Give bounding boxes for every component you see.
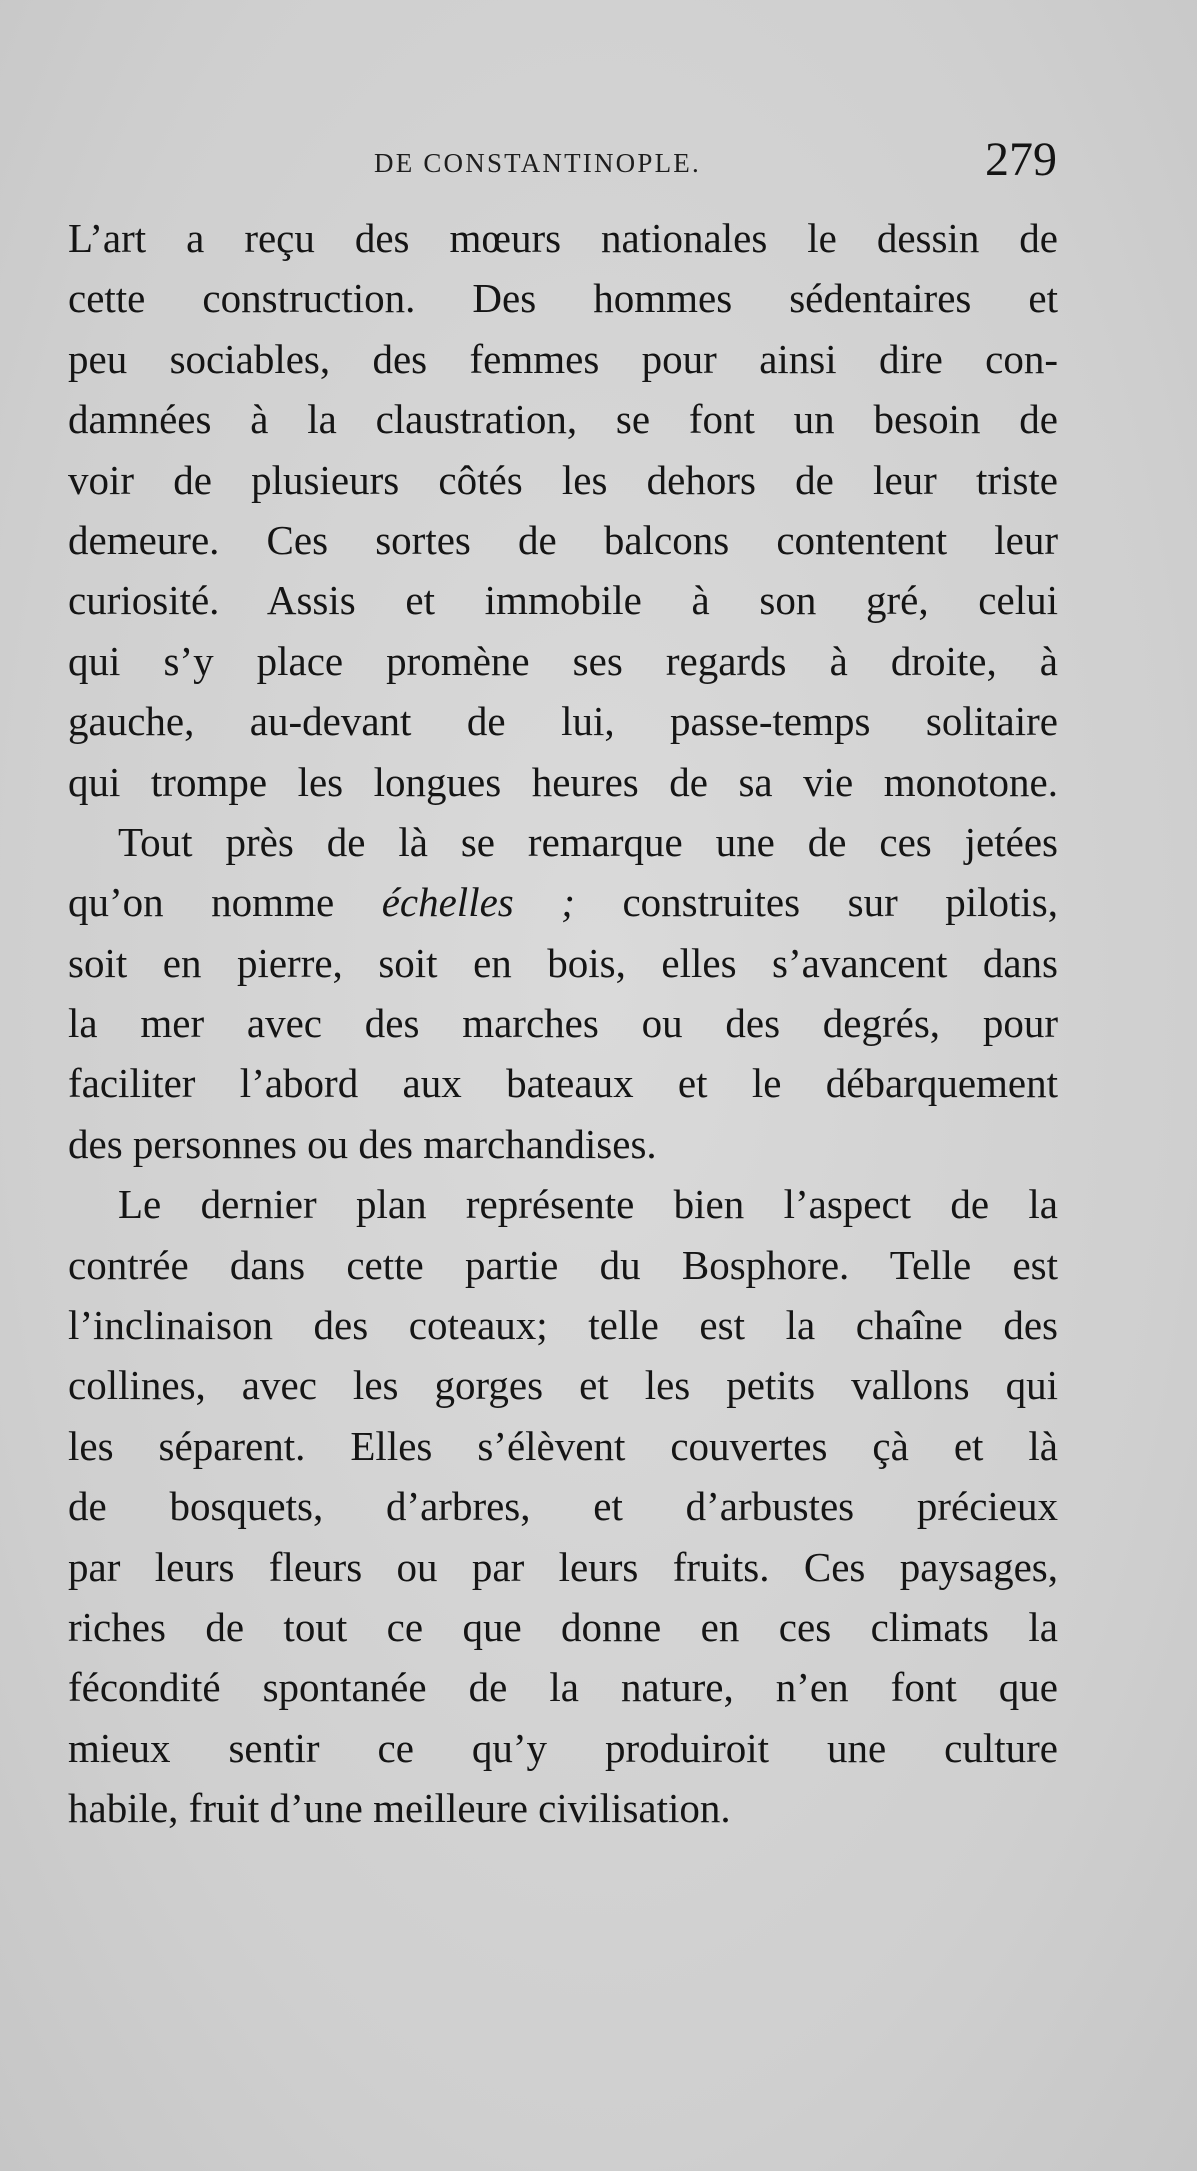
text-line: de bosquets, d’arbres, et d’arbustes précieux: [68, 1483, 1058, 1530]
body-text: [68, 208, 1058, 1839]
text-line: la mer avec des marches ou des degrés, pour: [68, 1000, 1058, 1047]
text-line: par leurs fleurs ou par leurs fruits. Ces paysages,: [68, 1543, 1058, 1590]
text-line: cette construction. Des hommes sédentaires et: [68, 275, 1058, 322]
paragraph-3: [68, 1174, 1058, 1838]
text-run: qu’on nomme: [68, 879, 335, 926]
running-head: [72, 133, 1057, 198]
text-line: voir de plusieurs côtés les dehors de leur triste: [68, 456, 1058, 503]
text-line: gauche, au-devant de lui, passe-temps solitaire: [68, 698, 1058, 745]
text-line: des personnes ou des marchandises.: [68, 1120, 657, 1167]
text-line: Tout près de là se remarque une de ces jetées: [118, 818, 1058, 865]
text-line: Le dernier plan représente bien l’aspect de la: [118, 1181, 1058, 1228]
italic-term: échelles ;: [381, 879, 575, 926]
text-line-with-italic: [68, 872, 1058, 932]
text-line: les séparent. Elles s’élèvent couvertes çà et là: [68, 1422, 1058, 1469]
text-line: curiosité. Assis et immobile à son gré, celui: [68, 577, 1058, 624]
text-line: demeure. Ces sortes de balcons contentent leur: [68, 516, 1058, 563]
paragraph-2: [68, 812, 1058, 1174]
text-line: habile, fruit d’une meilleure civilisation.: [68, 1785, 731, 1832]
text-line: qui trompe les longues heures de sa vie monotone.: [68, 758, 1058, 805]
text-line: peu sociables, des femmes pour ainsi dire con-: [68, 335, 1058, 382]
page-number: 279: [985, 133, 1057, 186]
text-line: riches de tout ce que donne en ces climats la: [68, 1603, 1058, 1650]
text-run: construites sur pilotis,: [622, 879, 1058, 926]
running-title: DE CONSTANTINOPLE.: [374, 148, 701, 178]
text-line: fécondité spontanée de la nature, n’en font que: [68, 1664, 1058, 1711]
text-line: collines, avec les gorges et les petits vallons qui: [68, 1362, 1058, 1409]
text-line: damnées à la claustration, se font un besoin de: [68, 396, 1058, 443]
text-line: mieux sentir ce qu’y produiroit une culture: [68, 1724, 1058, 1771]
text-line: faciliter l’abord aux bateaux et le débarquement: [68, 1060, 1058, 1107]
text-line: qui s’y place promène ses regards à droite, à: [68, 637, 1058, 684]
text-line: contrée dans cette partie du Bosphore. Telle est: [68, 1241, 1058, 1288]
paragraph-1: [68, 208, 1058, 812]
text-line: l’inclinaison des coteaux; telle est la chaîne des: [68, 1302, 1058, 1349]
text-line: L’art a reçu des mœurs nationales le dessin de: [68, 215, 1058, 261]
text-line: soit en pierre, soit en bois, elles s’avancent dans: [68, 939, 1058, 986]
